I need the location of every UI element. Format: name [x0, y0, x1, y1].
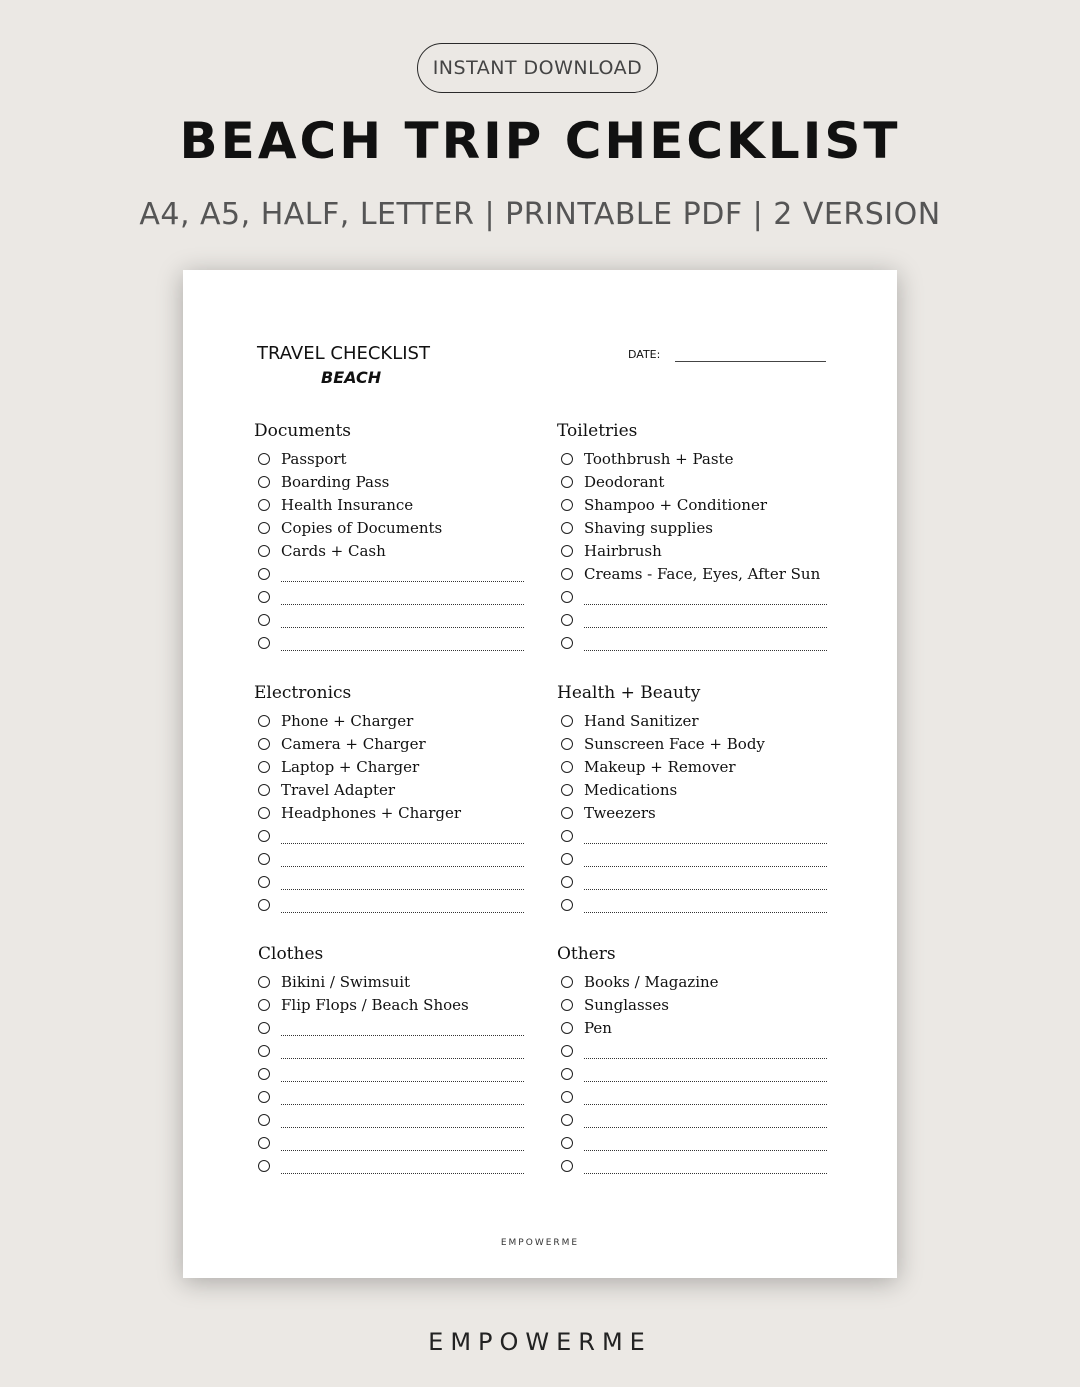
- blank-entry-line[interactable]: [281, 1070, 524, 1082]
- checklist-item[interactable]: [557, 824, 827, 847]
- blank-entry-line[interactable]: [281, 832, 524, 844]
- checklist-item-label: Bikini / Swimsuit: [281, 972, 411, 991]
- section-title: Documents: [254, 421, 352, 441]
- checklist-item[interactable]: [254, 709, 524, 732]
- checklist-item[interactable]: [254, 893, 524, 916]
- checklist-item[interactable]: [557, 732, 827, 755]
- checklist-item-label: Deodorant: [584, 472, 665, 491]
- checkbox-circle-icon[interactable]: [561, 899, 573, 911]
- checklist-item[interactable]: [254, 447, 524, 470]
- checkbox-circle-icon[interactable]: [561, 614, 573, 626]
- checkbox-circle-icon[interactable]: [258, 738, 270, 750]
- checklist-item[interactable]: [254, 870, 524, 893]
- checklist-item[interactable]: [557, 1108, 827, 1131]
- blank-entry-line[interactable]: [281, 1162, 524, 1174]
- checkbox-circle-icon[interactable]: [561, 784, 573, 796]
- checklist-item-label: Passport: [281, 449, 347, 468]
- blank-entry-line[interactable]: [584, 1162, 827, 1174]
- checklist-item[interactable]: [254, 993, 524, 1016]
- checkbox-circle-icon[interactable]: [561, 876, 573, 888]
- checkbox-circle-icon[interactable]: [258, 453, 270, 465]
- section-others: [557, 944, 827, 1177]
- checklist-item[interactable]: [254, 631, 524, 654]
- checklist-item[interactable]: [557, 562, 827, 585]
- checklist-item[interactable]: [557, 755, 827, 778]
- checklist-item-label: Copies of Documents: [281, 518, 443, 537]
- checklist-item[interactable]: [557, 585, 827, 608]
- checkbox-circle-icon[interactable]: [258, 568, 270, 580]
- checkbox-circle-icon[interactable]: [561, 1160, 573, 1172]
- blank-entry-line[interactable]: [584, 616, 827, 628]
- blank-entry-line[interactable]: [281, 1116, 524, 1128]
- checkbox-circle-icon[interactable]: [258, 999, 270, 1011]
- checklist-item-label: Flip Flops / Beach Shoes: [281, 995, 469, 1014]
- checklist-item[interactable]: [557, 1039, 827, 1062]
- blank-entry-line[interactable]: [281, 593, 524, 605]
- blank-entry-line[interactable]: [584, 1116, 827, 1128]
- checklist-item[interactable]: [557, 778, 827, 801]
- checklist-item[interactable]: [254, 847, 524, 870]
- checkbox-circle-icon[interactable]: [561, 568, 573, 580]
- date-field-line[interactable]: [675, 361, 826, 362]
- checkbox-circle-icon[interactable]: [561, 715, 573, 727]
- checkbox-circle-icon[interactable]: [561, 637, 573, 649]
- checklist-item-label: Shampoo + Conditioner: [584, 495, 768, 514]
- checkbox-circle-icon[interactable]: [561, 1045, 573, 1057]
- checklist-item[interactable]: [254, 1154, 524, 1177]
- checklist-item[interactable]: [557, 470, 827, 493]
- checklist-item[interactable]: [557, 1062, 827, 1085]
- blank-entry-line[interactable]: [281, 1024, 524, 1036]
- checkbox-circle-icon[interactable]: [258, 876, 270, 888]
- section-health-beauty: [557, 683, 827, 916]
- blank-entry-line[interactable]: [281, 855, 524, 867]
- item-list: [557, 970, 827, 1177]
- checklist-item-label: Toothbrush + Paste: [584, 449, 734, 468]
- checklist-item[interactable]: [557, 516, 827, 539]
- checklist-item[interactable]: [254, 1016, 524, 1039]
- checklist-item-label: Creams - Face, Eyes, After Sun: [584, 564, 821, 583]
- checklist-item[interactable]: [254, 562, 524, 585]
- checkbox-circle-icon[interactable]: [258, 476, 270, 488]
- checklist-item[interactable]: [254, 755, 524, 778]
- checkbox-circle-icon[interactable]: [258, 1091, 270, 1103]
- checkbox-circle-icon[interactable]: [561, 1091, 573, 1103]
- checklist-item[interactable]: [557, 493, 827, 516]
- blank-entry-line[interactable]: [584, 855, 827, 867]
- checklist-item-label: Phone + Charger: [281, 711, 414, 730]
- checklist-item-label: Makeup + Remover: [584, 757, 736, 776]
- blank-entry-line[interactable]: [584, 639, 827, 651]
- checkbox-circle-icon[interactable]: [561, 453, 573, 465]
- checklist-item-label: Camera + Charger: [281, 734, 426, 753]
- section-toiletries: [557, 421, 827, 654]
- checklist-item-label: Pen: [584, 1018, 612, 1037]
- item-list: [254, 970, 524, 1177]
- checklist-item-label: Sunglasses: [584, 995, 669, 1014]
- checklist-item-label: Tweezers: [584, 803, 656, 822]
- checklist-item[interactable]: [254, 1039, 524, 1062]
- checklist-item[interactable]: [254, 1085, 524, 1108]
- checklist-item[interactable]: [254, 732, 524, 755]
- checkbox-circle-icon[interactable]: [258, 830, 270, 842]
- checklist-item-label: Sunscreen Face + Body: [584, 734, 765, 753]
- blank-entry-line[interactable]: [281, 639, 524, 651]
- checklist-item[interactable]: [557, 539, 827, 562]
- checkbox-circle-icon[interactable]: [258, 899, 270, 911]
- blank-entry-line[interactable]: [584, 832, 827, 844]
- checkbox-circle-icon[interactable]: [258, 1160, 270, 1172]
- checklist-item-label: Boarding Pass: [281, 472, 390, 491]
- footer-brand-logo: EMPOWERME: [428, 1328, 652, 1356]
- blank-entry-line[interactable]: [584, 1093, 827, 1105]
- checklist-item-label: Medications: [584, 780, 678, 799]
- section-title: Toiletries: [557, 421, 638, 441]
- blank-entry-line[interactable]: [281, 616, 524, 628]
- section-clothes: [254, 944, 524, 1177]
- blank-entry-line[interactable]: [584, 593, 827, 605]
- blank-entry-line[interactable]: [584, 1139, 827, 1151]
- checklist-item[interactable]: [557, 893, 827, 916]
- section-title: Clothes: [258, 944, 324, 964]
- checkbox-circle-icon[interactable]: [258, 853, 270, 865]
- checkbox-circle-icon[interactable]: [561, 591, 573, 603]
- checkbox-circle-icon[interactable]: [561, 1022, 573, 1034]
- checkbox-circle-icon[interactable]: [561, 545, 573, 557]
- checklist-item[interactable]: [254, 1062, 524, 1085]
- checklist-item-label: Health Insurance: [281, 495, 414, 514]
- blank-entry-line[interactable]: [281, 901, 524, 913]
- checkbox-circle-icon[interactable]: [258, 1068, 270, 1080]
- page-subtitle: A4, A5, HALF, LETTER | PRINTABLE PDF | 2 VERSION: [139, 197, 941, 232]
- checkbox-circle-icon[interactable]: [258, 1022, 270, 1034]
- checkbox-circle-icon[interactable]: [561, 1068, 573, 1080]
- checklist-item[interactable]: [557, 993, 827, 1016]
- checklist-item[interactable]: [557, 1085, 827, 1108]
- checklist-item[interactable]: [557, 870, 827, 893]
- checklist-item[interactable]: [254, 516, 524, 539]
- section-title: Health + Beauty: [557, 683, 701, 703]
- item-list: [254, 447, 524, 654]
- blank-entry-line[interactable]: [584, 878, 827, 890]
- checkbox-circle-icon[interactable]: [561, 522, 573, 534]
- blank-entry-line[interactable]: [281, 1139, 524, 1151]
- checkbox-circle-icon[interactable]: [258, 784, 270, 796]
- checklist-item[interactable]: [557, 1131, 827, 1154]
- checkbox-circle-icon[interactable]: [258, 976, 270, 988]
- checklist-sheet: [183, 270, 897, 1278]
- checklist-item-label: Laptop + Charger: [281, 757, 420, 776]
- checklist-item[interactable]: [557, 1016, 827, 1039]
- checklist-item[interactable]: [254, 470, 524, 493]
- section-electronics: [254, 683, 524, 916]
- checklist-item-label: Headphones + Charger: [281, 803, 462, 822]
- checkbox-circle-icon[interactable]: [561, 807, 573, 819]
- checklist-item[interactable]: [557, 709, 827, 732]
- item-list: [557, 447, 827, 654]
- checkbox-circle-icon[interactable]: [561, 476, 573, 488]
- checklist-item[interactable]: [557, 608, 827, 631]
- blank-entry-line[interactable]: [281, 1093, 524, 1105]
- checklist-item[interactable]: [557, 847, 827, 870]
- date-label: DATE:: [628, 348, 661, 361]
- checklist-item[interactable]: [557, 447, 827, 470]
- checkbox-circle-icon[interactable]: [258, 1114, 270, 1126]
- checklist-item[interactable]: [254, 801, 524, 824]
- checklist-item[interactable]: [254, 585, 524, 608]
- instant-download-badge: INSTANT DOWNLOAD: [417, 43, 658, 93]
- checkbox-circle-icon[interactable]: [258, 499, 270, 511]
- checklist-item[interactable]: [254, 970, 524, 993]
- checklist-item[interactable]: [557, 631, 827, 654]
- blank-entry-line[interactable]: [281, 570, 524, 582]
- item-list: [254, 709, 524, 916]
- checkbox-circle-icon[interactable]: [258, 545, 270, 557]
- checklist-item[interactable]: [254, 1108, 524, 1131]
- checkbox-circle-icon[interactable]: [258, 614, 270, 626]
- checkbox-circle-icon[interactable]: [561, 999, 573, 1011]
- checkbox-circle-icon[interactable]: [258, 637, 270, 649]
- blank-entry-line[interactable]: [281, 1047, 524, 1059]
- checklist-item-label: Hand Sanitizer: [584, 711, 699, 730]
- checkbox-circle-icon[interactable]: [561, 830, 573, 842]
- checkbox-circle-icon[interactable]: [561, 499, 573, 511]
- checkbox-circle-icon[interactable]: [258, 761, 270, 773]
- checklist-item-label: Books / Magazine: [584, 972, 719, 991]
- blank-entry-line[interactable]: [584, 1047, 827, 1059]
- blank-entry-line[interactable]: [584, 1070, 827, 1082]
- page-title: BEACH TRIP CHECKLIST: [179, 112, 901, 170]
- section-documents: [254, 421, 524, 654]
- blank-entry-line[interactable]: [584, 901, 827, 913]
- checklist-item-label: Cards + Cash: [281, 541, 386, 560]
- checklist-item-label: Travel Adapter: [281, 780, 396, 799]
- checkbox-circle-icon[interactable]: [561, 738, 573, 750]
- checkbox-circle-icon[interactable]: [258, 522, 270, 534]
- sheet-title: TRAVEL CHECKLIST: [257, 343, 430, 364]
- checklist-item-label: Shaving supplies: [584, 518, 713, 537]
- checklist-item[interactable]: [557, 1154, 827, 1177]
- checkbox-circle-icon[interactable]: [258, 715, 270, 727]
- checklist-item[interactable]: [254, 778, 524, 801]
- item-list: [557, 709, 827, 916]
- checkbox-circle-icon[interactable]: [258, 1045, 270, 1057]
- sheet-subtitle: BEACH: [321, 368, 382, 387]
- checkbox-circle-icon[interactable]: [561, 761, 573, 773]
- checkbox-circle-icon[interactable]: [561, 976, 573, 988]
- sheet-brand-logo: EMPOWERME: [500, 1238, 580, 1248]
- checklist-item[interactable]: [254, 824, 524, 847]
- checkbox-circle-icon[interactable]: [258, 807, 270, 819]
- section-title: Electronics: [254, 683, 352, 703]
- checkbox-circle-icon[interactable]: [561, 853, 573, 865]
- checklist-item[interactable]: [557, 801, 827, 824]
- checklist-item-label: Hairbrush: [584, 541, 662, 560]
- checkbox-circle-icon[interactable]: [258, 591, 270, 603]
- checklist-item[interactable]: [254, 608, 524, 631]
- blank-entry-line[interactable]: [281, 878, 524, 890]
- checkbox-circle-icon[interactable]: [258, 1137, 270, 1149]
- checkbox-circle-icon[interactable]: [561, 1114, 573, 1126]
- checklist-item[interactable]: [557, 970, 827, 993]
- checklist-item[interactable]: [254, 539, 524, 562]
- checklist-item[interactable]: [254, 493, 524, 516]
- checklist-item[interactable]: [254, 1131, 524, 1154]
- checkbox-circle-icon[interactable]: [561, 1137, 573, 1149]
- section-title: Others: [557, 944, 616, 964]
